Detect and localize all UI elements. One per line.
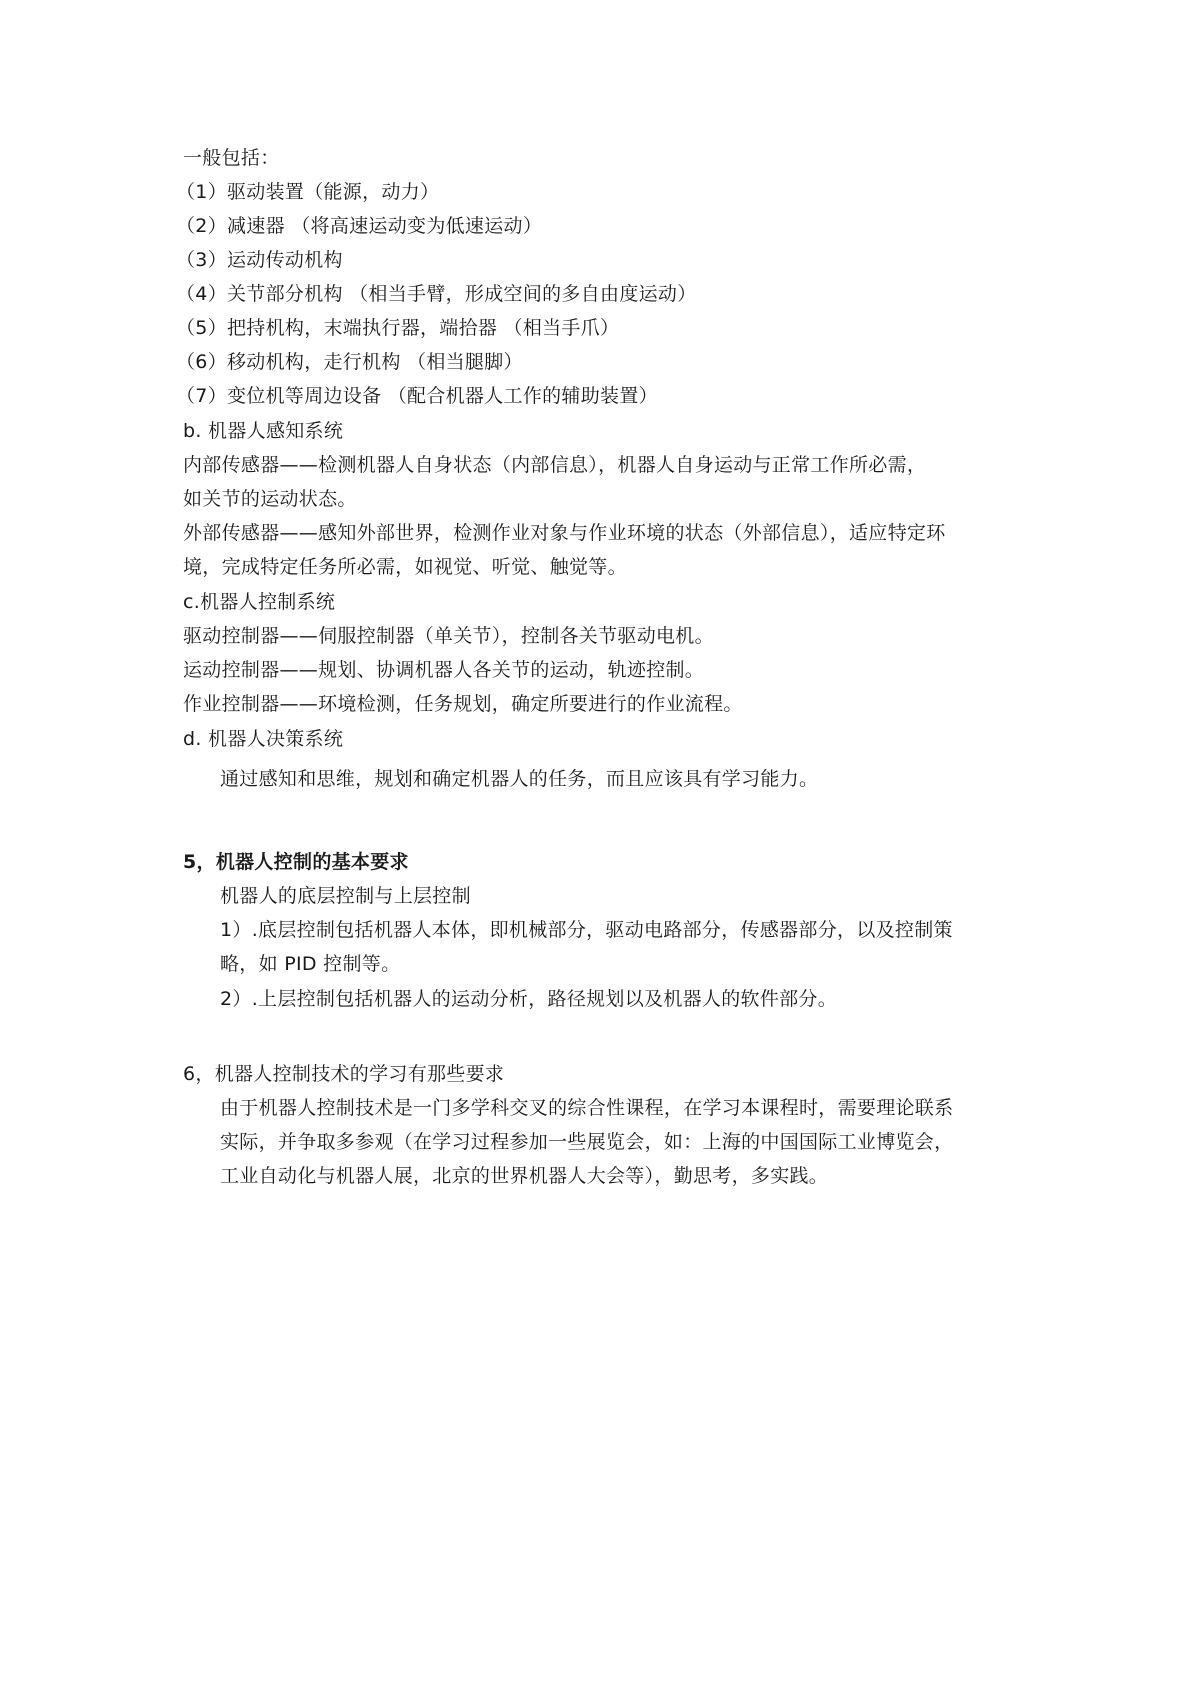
list-item: （2）减速器 （将高速运动变为低速运动） (176, 215, 543, 237)
list-item: （6）移动机构，走行机构 （相当腿脚） (176, 351, 523, 373)
list-item: （7）变位机等周边设备 （配合机器人工作的辅助装置） (176, 385, 658, 407)
section-5-subheading: 机器人的底层控制与上层控制 (220, 885, 471, 907)
list-item: 作业控制器——环境检测，任务规划，确定所要进行的作业流程。 (183, 693, 743, 715)
paragraph-line: 内部传感器——检测机器人自身状态（内部信息），机器人自身运动与正常工作所必需， (183, 454, 927, 476)
list-item: 驱动控制器——伺服控制器（单关节），控制各关节驱动电机。 (183, 625, 714, 647)
list-item: （1）驱动装置（能源，动力） (176, 181, 440, 203)
paragraph-line: 略，如 PID 控制等。 (220, 953, 401, 975)
section-a-intro: 一般包括： (183, 147, 280, 169)
paragraph-line: 通过感知和思维，规划和确定机器人的任务，而且应该具有学习能力。 (220, 768, 819, 790)
section-c-heading: c.机器人控制系统 (183, 591, 336, 613)
paragraph-line: 工业自动化与机器人展，北京的世界机器人大会等），勤思考，多实践。 (220, 1165, 829, 1187)
section-d-heading: d. 机器人决策系统 (183, 728, 344, 750)
paragraph-line: 如关节的运动状态。 (183, 488, 357, 510)
paragraph-line: 1）.底层控制包括机器人本体，即机械部分，驱动电路部分，传感器部分，以及控制策 (220, 919, 953, 941)
section-5-heading: 5，机器人控制的基本要求 (183, 851, 409, 873)
paragraph-line: 由于机器人控制技术是一门多学科交叉的综合性课程，在学习本课程时，需要理论联系 (220, 1097, 954, 1119)
list-item: （3）运动传动机构 (176, 249, 343, 271)
section-b-heading: b. 机器人感知系统 (183, 420, 344, 442)
paragraph-line: 境，完成特定任务所必需，如视觉、听觉、触觉等。 (183, 556, 627, 578)
paragraph-line: 实际，并争取多参观（在学习过程参加一些展览会，如：上海的中国国际工业博览会， (220, 1131, 954, 1153)
paragraph-line: 2）.上层控制包括机器人的运动分析，路径规划以及机器人的软件部分。 (220, 988, 838, 1010)
paragraph-line: 外部传感器——感知外部世界，检测作业对象与作业环境的状态（外部信息），适应特定环 (183, 522, 946, 544)
list-item: （4）关节部分机构 （相当手臂，形成空间的多自由度运动） (176, 283, 697, 305)
list-item: （5）把持机构，末端执行器，端拾器 （相当手爪） (176, 317, 620, 339)
list-item: 运动控制器——规划、协调机器人各关节的运动，轨迹控制。 (183, 659, 705, 681)
section-6-heading: 6，机器人控制技术的学习有那些要求 (183, 1063, 505, 1085)
